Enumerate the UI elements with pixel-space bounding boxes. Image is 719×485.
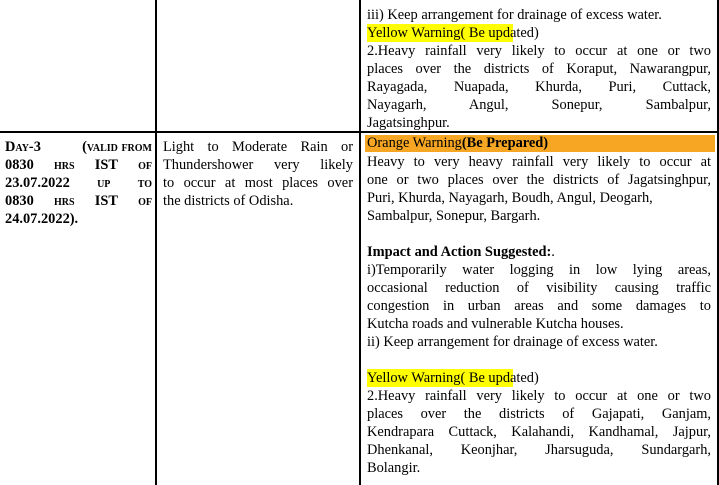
- col-divider-1: [155, 0, 157, 485]
- impact-line-4: Kutcha roads and vulnerable Kutcha houses.: [367, 316, 624, 332]
- row1-line-1: 2.Heavy rainfall very likely to occur at one or two: [367, 43, 711, 59]
- row1-line-2: places over the districts of Koraput, Nawarangpur,: [367, 61, 711, 77]
- forecast-line-3: to occur at most places over: [163, 175, 353, 191]
- orange-warning-label: Orange Warning(Be Prepared): [365, 135, 715, 152]
- orange-line-2: one or two places over the districts of Jagatsinghpur,: [367, 172, 711, 188]
- orange-line-4: Sambalpur, Sonepur, Bargarh.: [367, 208, 541, 224]
- forecast-line-1: Light to Moderate Rain or: [163, 139, 353, 155]
- row2-yellow-warning-label: Yellow Warning( Be updated): [367, 370, 539, 386]
- impact-heading: Impact and Action Suggested:.: [367, 244, 555, 260]
- orange-line-3: Puri, Khurda, Nayagarh, Boudh, Angul, Deogarh,: [367, 190, 653, 206]
- col-divider-2: [359, 0, 361, 485]
- day3-label-line4: 0830 hrs IST of: [5, 193, 152, 209]
- row2-yellow-line-5: Bolangir.: [367, 460, 421, 476]
- day3-label-line1: Day-3 (valid from: [5, 139, 152, 155]
- row2-yellow-line-2: places over the districts of Gajapati, Ganjam,: [367, 406, 711, 422]
- row1-line-5: Jagatsinghpur.: [367, 115, 450, 131]
- row2-yellow-line-1: 2.Heavy rainfall very likely to occur at one or two: [367, 388, 711, 404]
- day3-label-line5: 24.07.2022).: [5, 211, 79, 227]
- forecast-line-4: the districts of Odisha.: [163, 193, 294, 209]
- day3-label-line2: 0830 hrs IST of: [5, 157, 152, 173]
- impact-line-1: i)Temporarily water logging in low lying areas,: [367, 262, 711, 278]
- row2-yellow-line-4: Dhenkanal, Keonjhar, Jharsuguda, Sundargarh,: [367, 442, 711, 458]
- impact-line-5: ii) Keep arrangement for drainage of excess water.: [367, 334, 658, 350]
- orange-line-1: Heavy to very heavy rainfall very likely to occur at: [367, 154, 711, 170]
- impact-line-3: congestion in urban areas and some damages to: [367, 298, 711, 314]
- row1-line-4: Nayagarh, Angul, Sonepur, Sambalpur,: [367, 97, 711, 113]
- day3-label-line3: 23.07.2022 up to: [5, 175, 152, 191]
- row1-drainage-text: iii) Keep arrangement for drainage of excess water.: [367, 7, 662, 23]
- row1-yellow-warning-label: Yellow Warning( Be updated): [367, 25, 539, 41]
- row-divider: [0, 131, 719, 133]
- forecast-line-2: Thundershower very likely: [163, 157, 353, 173]
- row1-line-3: Rayagada, Nuapada, Khurda, Puri, Cuttack,: [367, 79, 711, 95]
- row2-yellow-line-3: Kendrapara Cuttack, Kalahandi, Kandhamal, Jajpur,: [367, 424, 711, 440]
- impact-line-2: occasional reduction of visibility causing traffic: [367, 280, 711, 296]
